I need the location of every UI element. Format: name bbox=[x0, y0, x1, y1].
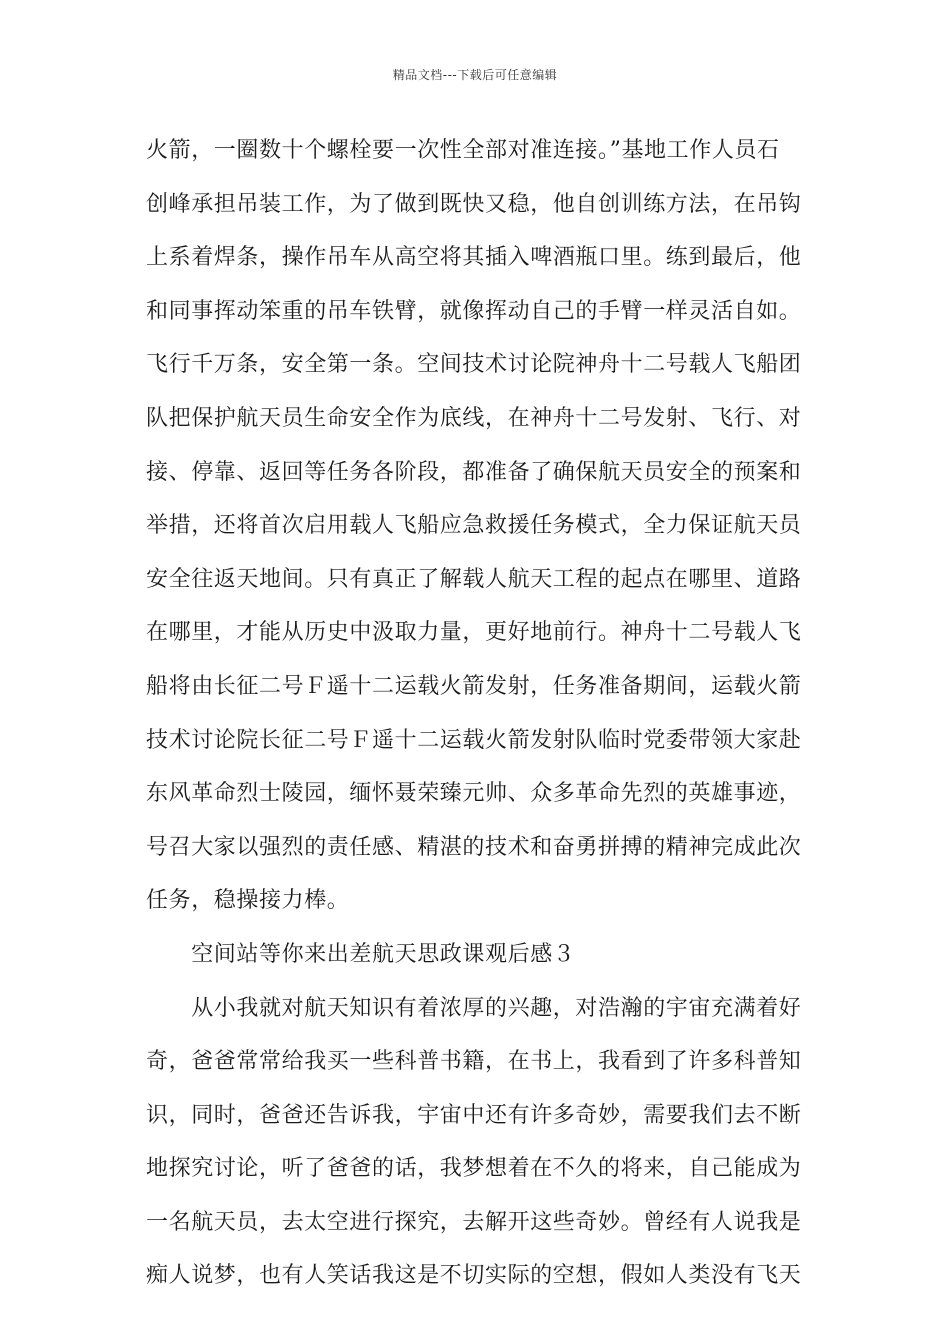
document-body bbox=[146, 124, 806, 1303]
text-line: 飞行千万条，安全第一条。空间技术讨论院神舟十二号载人飞船团 bbox=[146, 352, 802, 378]
text-line: 地探究讨论，听了爸爸的话，我梦想着在不久的将来，自己能成为 bbox=[146, 1156, 802, 1182]
text-line: 接、停靠、返回等任务各阶段，都准备了确保航天员安全的预案和 bbox=[146, 459, 802, 485]
text-line: 举措，还将首次启用载人飞船应急救援任务模式，全力保证航天员 bbox=[146, 513, 802, 539]
text-line: 任务，稳操接力棒。 bbox=[146, 888, 350, 914]
text-line: 识，同时，爸爸还告诉我，宇宙中还有许多奇妙，需要我们去不断 bbox=[146, 1102, 802, 1128]
text-line: 东风革命烈士陵园，缅怀聂荣臻元帅、众多革命先烈的英雄事迹， bbox=[146, 781, 802, 807]
text-line: 奇，爸爸常常给我买一些科普书籍，在书上，我看到了许多科普知 bbox=[146, 1049, 802, 1075]
text-line: 一名航天员，去太空进行探究，去解开这些奇妙。曾经有人说我是 bbox=[146, 1209, 802, 1235]
page-header: 精品文档---下载后可任意编辑 bbox=[392, 68, 558, 82]
text-line: 火箭，一圈数十个螺栓要一次性全部对准连接。”基地工作人员石 bbox=[146, 138, 780, 163]
text-line: 创峰承担吊装工作，为了做到既快又稳，他自创训练方法，在吊钩 bbox=[146, 191, 802, 217]
section-heading: 空间站等你来出差航天思政课观后感３ bbox=[146, 941, 576, 967]
text-line: 痴人说梦，也有人笑话我这是不切实际的空想，假如人类没有飞天 bbox=[146, 1263, 802, 1289]
text-line: 安全往返天地间。只有真正了解载人航天工程的起点在哪里、道路 bbox=[146, 566, 802, 592]
text-line: 队把保护航天员生命安全作为底线，在神舟十二号发射、飞行、对 bbox=[146, 405, 802, 431]
text-line: 技术讨论院长征二号Ｆ遥十二运载火箭发射队临时党委带领大家赴 bbox=[146, 727, 802, 753]
text-line: 在哪里，才能从历史中汲取力量，更好地前行。神舟十二号载人飞 bbox=[146, 620, 802, 646]
text-line: 船将由长征二号Ｆ遥十二运载火箭发射，任务准备期间，运载火箭 bbox=[146, 673, 802, 699]
text-line: 号召大家以强烈的责任感、精湛的技术和奋勇拼搏的精神完成此次 bbox=[146, 834, 802, 860]
text-line: 上系着焊条，操作吊车从高空将其插入啤酒瓶口里。练到最后，他 bbox=[146, 245, 802, 271]
text-line: 和同事挥动笨重的吊车铁臂，就像挥动自己的手臂一样灵活自如。 bbox=[146, 298, 802, 324]
text-line: 从小我就对航天知识有着浓厚的兴趣，对浩瀚的宇宙充满着好 bbox=[146, 995, 802, 1021]
